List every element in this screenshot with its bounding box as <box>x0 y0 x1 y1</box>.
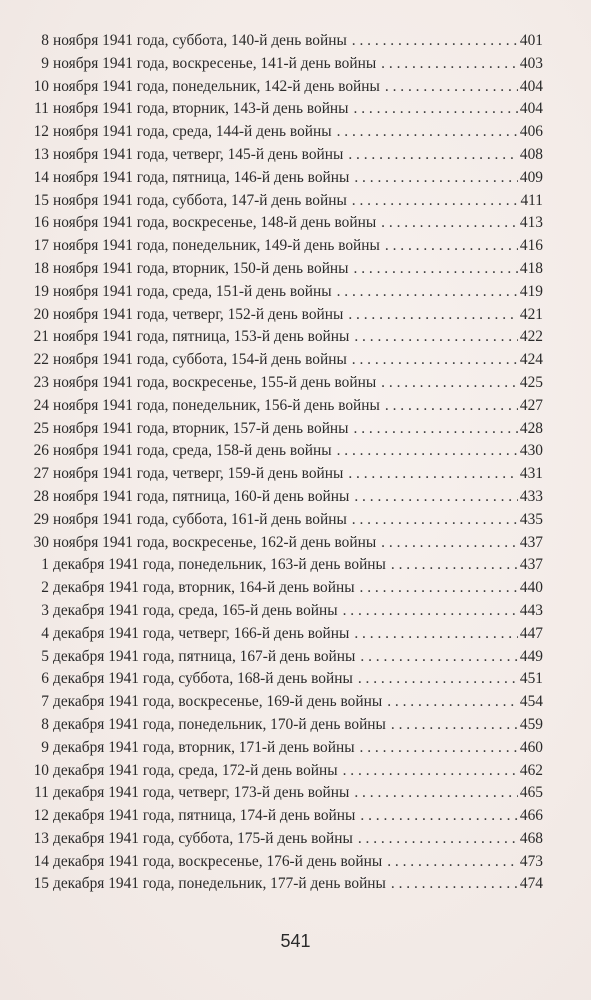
entry-page-number: 449 <box>519 647 543 665</box>
entry-title: декабря 1941 года, вторник, 171-й день войны <box>53 738 355 756</box>
dot-leader <box>352 349 518 372</box>
dot-leader <box>391 714 518 737</box>
entry-page-number: 435 <box>519 510 543 528</box>
toc-entry-line <box>32 98 543 121</box>
toc-entry-line <box>32 646 543 669</box>
toc-entry <box>0 190 591 213</box>
entry-day-number: 10 <box>33 77 49 95</box>
entry-title: ноября 1941 года, пятница, 146-й день войны <box>53 168 350 186</box>
dot-leader <box>381 372 518 395</box>
dot-leader <box>358 828 518 851</box>
entry-day-number: 3 <box>41 601 49 619</box>
entry-day-number: 13 <box>33 145 49 163</box>
entry-day-number: 22 <box>33 351 49 369</box>
entry-day-number: 24 <box>33 396 49 414</box>
entry-day-number: 17 <box>33 237 49 255</box>
entry-title: ноября 1941 года, вторник, 143-й день войны <box>53 100 349 118</box>
toc-entry-line <box>32 532 543 555</box>
dot-leader <box>360 805 518 828</box>
dot-leader <box>391 873 518 896</box>
dot-leader <box>358 668 518 691</box>
toc-entry <box>0 326 591 349</box>
toc-entry <box>0 486 591 509</box>
toc-entry <box>0 782 591 805</box>
entry-title: декабря 1941 года, пятница, 174-й день войны <box>53 807 356 825</box>
entry-page-number: 431 <box>519 465 543 483</box>
dot-leader <box>360 737 518 760</box>
entry-page-number: 419 <box>519 282 543 300</box>
entry-day-number: 13 <box>33 829 49 847</box>
entry-day-number: 12 <box>33 123 49 141</box>
entry-title: ноября 1941 года, вторник, 150-й день войны <box>53 259 349 277</box>
entry-title: декабря 1941 года, воскресенье, 176-й день войны <box>53 852 383 870</box>
toc-entry <box>0 281 591 304</box>
toc-entry-line <box>32 440 543 463</box>
dot-leader <box>348 463 518 486</box>
toc-entry <box>0 372 591 395</box>
toc-entry-line <box>32 190 543 213</box>
entry-title: ноября 1941 года, пятница, 153-й день войны <box>53 328 350 346</box>
dot-leader <box>348 304 518 327</box>
toc-entry-line <box>32 691 543 714</box>
entry-day-number: 8 <box>41 715 49 733</box>
entry-page-number: 408 <box>519 145 543 163</box>
entry-day-number: 2 <box>41 579 49 597</box>
dot-leader <box>387 691 518 714</box>
toc-entry-line <box>32 737 543 760</box>
dot-leader <box>381 212 518 235</box>
toc-entry-line <box>32 714 543 737</box>
entry-day-number: 1 <box>41 556 49 574</box>
dot-leader <box>391 554 518 577</box>
toc-entry-line <box>32 144 543 167</box>
toc-entry-line <box>32 372 543 395</box>
entry-title: декабря 1941 года, среда, 172-й день войны <box>53 761 338 779</box>
toc-entry-line <box>32 873 543 896</box>
dot-leader <box>348 144 518 167</box>
toc-entry <box>0 509 591 532</box>
toc-entry <box>0 76 591 99</box>
toc-entry <box>0 440 591 463</box>
toc-entry <box>0 646 591 669</box>
entry-page-number: 406 <box>519 123 543 141</box>
entry-title: декабря 1941 года, среда, 165-й день войны <box>53 601 338 619</box>
toc-entry <box>0 668 591 691</box>
entry-page-number: 428 <box>519 419 543 437</box>
toc-entry <box>0 760 591 783</box>
toc-entry <box>0 737 591 760</box>
entry-day-number: 26 <box>33 442 49 460</box>
dot-leader <box>354 623 518 646</box>
toc-entry-line <box>32 418 543 441</box>
entry-day-number: 12 <box>33 807 49 825</box>
toc-entry-line <box>32 828 543 851</box>
toc-entry-line <box>32 805 543 828</box>
entry-page-number: 460 <box>519 738 543 756</box>
toc-entry-line <box>32 30 543 53</box>
entry-title: ноября 1941 года, среда, 158-й день войны <box>53 442 332 460</box>
entry-page-number: 454 <box>519 693 543 711</box>
table-of-contents <box>0 30 591 896</box>
page-number: 541 <box>280 931 311 951</box>
entry-day-number: 25 <box>33 419 49 437</box>
entry-day-number: 19 <box>33 282 49 300</box>
toc-entry <box>0 144 591 167</box>
toc-entry-line <box>32 623 543 646</box>
entry-day-number: 28 <box>33 487 49 505</box>
dot-leader <box>360 646 518 669</box>
entry-title: декабря 1941 года, воскресенье, 169-й день войны <box>53 693 383 711</box>
dot-leader <box>352 509 518 532</box>
entry-day-number: 29 <box>33 510 49 528</box>
toc-entry-line <box>32 760 543 783</box>
entry-day-number: 6 <box>41 670 49 688</box>
toc-entry-line <box>32 554 543 577</box>
entry-day-number: 16 <box>33 214 49 232</box>
toc-entry <box>0 98 591 121</box>
entry-day-number: 9 <box>41 738 49 756</box>
entry-title: декабря 1941 года, пятница, 167-й день войны <box>53 647 356 665</box>
dot-leader <box>343 760 518 783</box>
entry-page-number: 404 <box>519 77 543 95</box>
dot-leader <box>352 30 518 53</box>
toc-entry-line <box>32 782 543 805</box>
entry-title: декабря 1941 года, вторник, 164-й день войны <box>53 579 355 597</box>
entry-day-number: 14 <box>33 168 49 186</box>
entry-title: ноября 1941 года, вторник, 157-й день войны <box>53 419 349 437</box>
entry-page-number: 413 <box>519 214 543 232</box>
entry-title: ноября 1941 года, понедельник, 156-й день войны <box>53 396 380 414</box>
entry-title: декабря 1941 года, суббота, 175-й день войны <box>53 829 353 847</box>
entry-day-number: 20 <box>33 305 49 323</box>
entry-day-number: 8 <box>41 32 49 49</box>
entry-page-number: 443 <box>519 601 543 619</box>
entry-day-number: 4 <box>41 624 49 642</box>
entry-title: ноября 1941 года, воскресенье, 155-й день войны <box>53 373 377 391</box>
entry-title: декабря 1941 года, четверг, 173-й день войны <box>53 784 350 802</box>
dot-leader <box>381 532 518 555</box>
entry-title: ноября 1941 года, четверг, 145-й день войны <box>53 145 344 163</box>
toc-entry-line <box>32 258 543 281</box>
toc-entry-line <box>32 577 543 600</box>
entry-title: декабря 1941 года, понедельник, 177-й день войны <box>53 875 386 893</box>
dot-leader <box>354 258 518 281</box>
entry-page-number: 418 <box>519 259 543 277</box>
toc-entry-line <box>32 395 543 418</box>
dot-leader <box>354 782 518 805</box>
entry-page-number: 473 <box>519 852 543 870</box>
dot-leader <box>354 486 518 509</box>
entry-day-number: 11 <box>34 100 49 118</box>
entry-title: ноября 1941 года, четверг, 159-й день войны <box>53 465 344 483</box>
entry-day-number: 18 <box>33 259 49 277</box>
entry-page-number: 421 <box>519 305 543 323</box>
dot-leader <box>343 600 518 623</box>
toc-entry <box>0 349 591 372</box>
entry-title: ноября 1941 года, пятница, 160-й день войны <box>53 487 350 505</box>
toc-entry-line <box>32 668 543 691</box>
dot-leader <box>387 851 518 874</box>
dot-leader <box>385 235 518 258</box>
entry-day-number: 7 <box>41 693 49 711</box>
toc-entry-line <box>32 167 543 190</box>
toc-entry-line <box>32 121 543 144</box>
toc-entry <box>0 805 591 828</box>
entry-page-number: 440 <box>519 579 543 597</box>
entry-title: декабря 1941 года, четверг, 166-й день войны <box>53 624 350 642</box>
entry-title: декабря 1941 года, понедельник, 170-й день войны <box>53 715 386 733</box>
toc-entry <box>0 395 591 418</box>
entry-day-number: 30 <box>33 533 49 551</box>
entry-page-number: 401 <box>519 32 543 49</box>
entry-day-number: 15 <box>33 191 49 209</box>
entry-page-number: 409 <box>519 168 543 186</box>
toc-entry <box>0 532 591 555</box>
entry-page-number: 425 <box>519 373 543 391</box>
entry-title: ноября 1941 года, суббота, 147-й день войны <box>53 191 347 209</box>
entry-page-number: 416 <box>519 237 543 255</box>
entry-title: ноября 1941 года, суббота, 161-й день войны <box>53 510 347 528</box>
dot-leader <box>354 167 518 190</box>
entry-title: ноября 1941 года, воскресенье, 141-й день войны <box>53 54 377 72</box>
toc-entry <box>0 828 591 851</box>
toc-entry <box>0 463 591 486</box>
entry-page-number: 424 <box>519 351 543 369</box>
entry-day-number: 9 <box>41 54 49 72</box>
toc-entry-line <box>32 235 543 258</box>
dot-leader <box>381 53 518 76</box>
toc-entry <box>0 714 591 737</box>
toc-entry <box>0 418 591 441</box>
entry-title: ноября 1941 года, понедельник, 142-й день войны <box>53 77 380 95</box>
entry-day-number: 27 <box>33 465 49 483</box>
entry-page-number: 459 <box>519 715 543 733</box>
entry-page-number: 433 <box>519 487 543 505</box>
entry-title: ноября 1941 года, среда, 144-й день войны <box>53 123 332 141</box>
toc-entry <box>0 304 591 327</box>
entry-title: ноября 1941 года, суббота, 154-й день войны <box>53 351 347 369</box>
entry-page-number: 427 <box>519 396 543 414</box>
entry-title: ноября 1941 года, понедельник, 149-й день войны <box>53 237 380 255</box>
toc-entry-line <box>32 509 543 532</box>
entry-title: ноября 1941 года, среда, 151-й день войны <box>53 282 332 300</box>
entry-day-number: 5 <box>41 647 49 665</box>
entry-title: декабря 1941 года, суббота, 168-й день войны <box>53 670 353 688</box>
toc-entry-line <box>32 304 543 327</box>
entry-day-number: 10 <box>33 761 49 779</box>
toc-entry-line <box>32 212 543 235</box>
entry-title: ноября 1941 года, суббота, 140-й день войны <box>53 32 347 49</box>
entry-page-number: 404 <box>519 100 543 118</box>
dot-leader <box>385 76 518 99</box>
dot-leader <box>354 418 518 441</box>
toc-entry <box>0 167 591 190</box>
toc-entry-line <box>32 281 543 304</box>
dot-leader <box>354 98 518 121</box>
toc-entry-line <box>32 486 543 509</box>
entry-day-number: 14 <box>33 852 49 870</box>
toc-entry <box>0 851 591 874</box>
dot-leader <box>337 281 518 304</box>
toc-entry <box>0 600 591 623</box>
entry-page-number: 430 <box>519 442 543 460</box>
toc-entry-line <box>32 600 543 623</box>
entry-page-number: 462 <box>519 761 543 779</box>
toc-entry <box>0 30 591 53</box>
dot-leader <box>385 395 518 418</box>
toc-entry <box>0 577 591 600</box>
entry-day-number: 11 <box>34 784 49 802</box>
toc-entry <box>0 53 591 76</box>
entry-day-number: 21 <box>33 328 49 346</box>
entry-page-number: 437 <box>519 533 543 551</box>
entry-page-number: 437 <box>519 556 543 574</box>
entry-day-number: 15 <box>33 875 49 893</box>
dot-leader <box>360 577 518 600</box>
entry-page-number: 465 <box>519 784 543 802</box>
entry-day-number: 23 <box>33 373 49 391</box>
entry-page-number: 447 <box>519 624 543 642</box>
toc-entry <box>0 554 591 577</box>
dot-leader <box>337 440 518 463</box>
entry-page-number: 468 <box>519 829 543 847</box>
toc-entry-line <box>32 53 543 76</box>
toc-entry <box>0 623 591 646</box>
entry-title: ноября 1941 года, воскресенье, 148-й день войны <box>53 214 377 232</box>
toc-entry-line <box>32 326 543 349</box>
entry-title: ноября 1941 года, воскресенье, 162-й день войны <box>53 533 377 551</box>
toc-entry-line <box>32 463 543 486</box>
toc-entry <box>0 258 591 281</box>
entry-page-number: 411 <box>520 191 543 209</box>
toc-entry <box>0 691 591 714</box>
entry-page-number: 466 <box>519 807 543 825</box>
entry-page-number: 422 <box>519 328 543 346</box>
dot-leader <box>337 121 518 144</box>
toc-entry <box>0 235 591 258</box>
toc-entry-line <box>32 76 543 99</box>
dot-leader <box>354 326 518 349</box>
entry-page-number: 451 <box>519 670 543 688</box>
entry-page-number: 403 <box>519 54 543 72</box>
entry-title: декабря 1941 года, понедельник, 163-й день войны <box>53 556 386 574</box>
toc-entry-line <box>32 851 543 874</box>
entry-title: ноября 1941 года, четверг, 152-й день войны <box>53 305 344 323</box>
entry-page-number: 474 <box>519 875 543 893</box>
dot-leader <box>352 190 519 213</box>
toc-entry <box>0 121 591 144</box>
toc-entry <box>0 212 591 235</box>
toc-entry <box>0 873 591 896</box>
toc-entry-line <box>32 349 543 372</box>
